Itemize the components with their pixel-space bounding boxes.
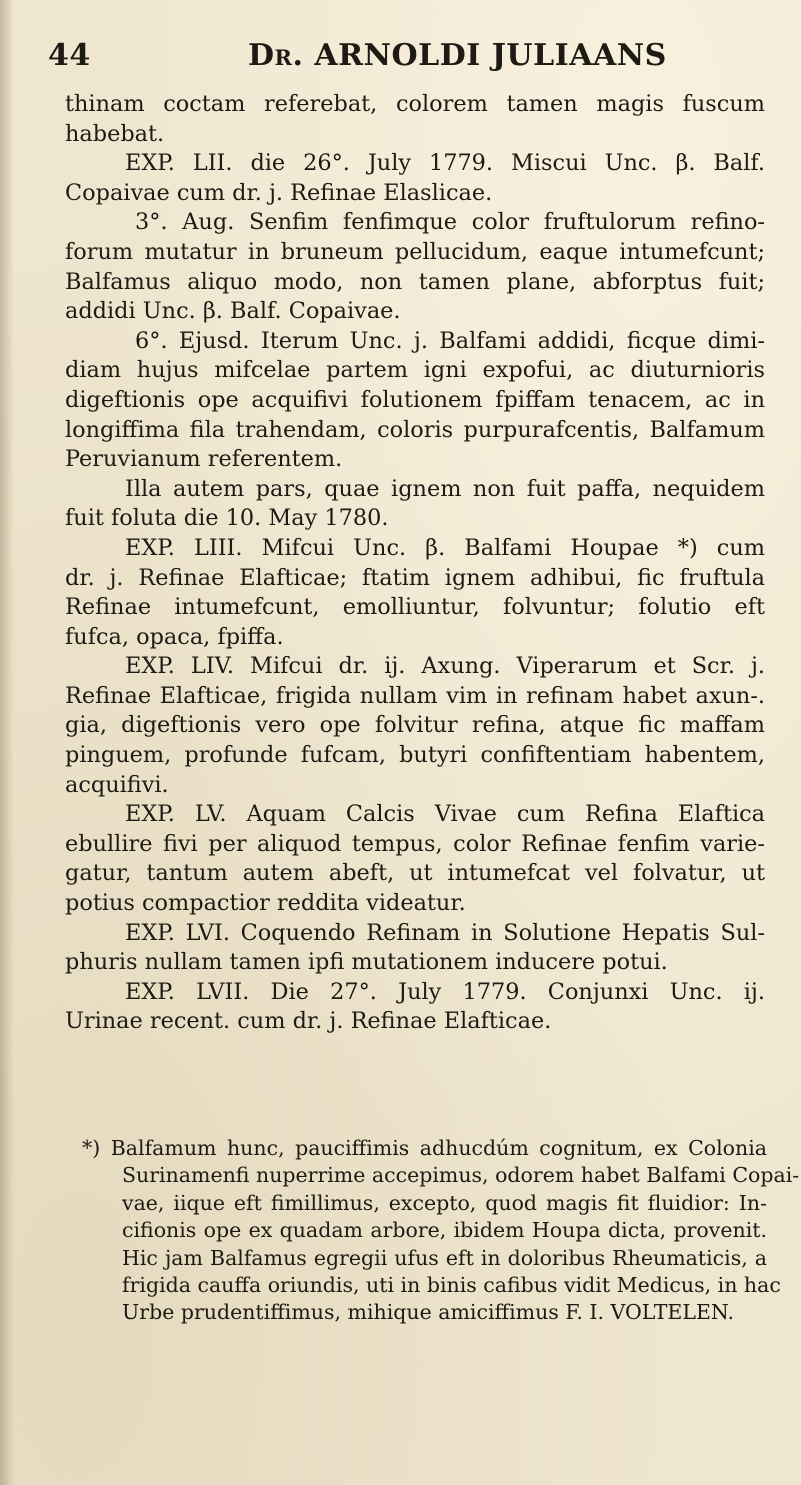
text-line: thinam coctam referebat, colorem tamen magis fuscum [65,91,765,117]
text-line: acquifivi. [65,771,169,798]
footnote-line: vae, iique eft fimillimus, excepto, quod magis fit fluidior: In- [122,1190,767,1215]
text-line: gia, digeftionis vero ope folvitur refina, atque fic maffam [65,712,765,739]
text-line: EXP. LIII. Mifcui Unc. β. Balfami Houpae *) cum [125,534,765,561]
text-line: habebat. [65,120,165,147]
text-line: fuit foluta die 10. May 1780. [65,505,389,532]
text-line: EXP. LII. die 26°. July 1779. Miscui Unc. β. Balf. [125,150,765,177]
text-line: Urinae recent. cum dr. j. Refinae Elafticae. [65,1008,552,1035]
text-line: Balfamus aliquo modo, non tamen plane, abforptus fuit; [65,268,765,295]
text-line: ebullire fivi per aliquod tempus, color Refinae fenfim varie- [65,830,765,857]
text-line: EXP. LVII. Die 27°. July 1779. Conjunxi Unc. ij. [125,978,765,1005]
text-line: gatur, tantum autem abeft, ut intumefcat vel folvatur, ut [65,860,765,887]
text-line: forum mutatur in bruneum pellucidum, eaque intumefcunt; [65,238,765,265]
text-line: 3°. Aug. Senfim fenfimque color fruftulorum refino- [135,209,765,236]
text-line: Refinae Elafticae, frigida nullam vim in refinam habet axun-. [65,682,765,709]
page-header [48,38,768,82]
footnote-line: cifionis ope ex quadam arbore, ibidem Houpa dicta, provenit. [122,1218,767,1243]
main-text [65,90,765,1037]
page-number: 44 [48,38,91,73]
text-line: Copaivae cum dr. j. Refinae Elaslicae. [65,179,493,206]
footnote-line: Surinamenfi nuperrime accepimus, odorem habet Balfami Copai- [122,1163,800,1188]
text-line: EXP. LIV. Mifcui dr. ij. Axung. Viperarum et Scr. j. [125,653,765,680]
page-fold-shadow [0,0,14,1485]
text-line: digeftionis ope acquifivi folutionem fpiffam tenacem, ac in [65,386,765,413]
text-line: EXP. LVI. Coquendo Refinam in Solutione Hepatis Sul- [125,919,765,946]
text-line: Illa autem pars, quae ignem non fuit paffa, nequidem [125,475,765,502]
text-line: pinguem, profunde fufcam, butyri confiftentiam habentem, [65,742,765,769]
text-line: longiffima fila trahendam, coloris purpurafcentis, Balfamum [65,416,765,443]
running-title: Dr. ARNOLDI JULIAANS [248,38,667,73]
text-line: potius compactior reddita videatur. [65,890,466,917]
footnote-line: Hic jam Balfamus egregii ufus eft in doloribus Rheumaticis, a [122,1245,767,1270]
text-line: fufca, opaca, fpiffa. [65,623,284,650]
text-line: dr. j. Refinae Elafticae; ftatim ignem adhibui, fic fruftula [65,564,765,591]
text-line: Refinae intumefcunt, emolliuntur, folvuntur; folutio eft [65,594,765,621]
footnote-line: frigida cauffa oriundis, uti in binis cafibus vidit Medicus, in hac [122,1272,781,1297]
text-line: addidi Unc. β. Balf. Copaivae. [65,298,401,325]
footnote-line: *) Balfamum hunc, pauciffimis adhucdúm cognitum, ex Colonia [82,1136,767,1160]
text-line: 6°. Ejusd. Iterum Unc. j. Balfami addidi, ficque dimi- [135,327,765,354]
footnote [82,1135,800,1327]
text-line: phuris nullam tamen ipfi mutationem inducere potui. [65,949,668,976]
text-line: diam hujus mifcelae partem igni expofui, ac diuturnioris [65,357,765,384]
footnote-line: Urbe prudentiffimus, mihique amiciffimus F. I. VOLTELEN. [122,1300,735,1325]
text-line: EXP. LV. Aquam Calcis Vivae cum Refina Elaftica [125,801,765,828]
text-line: Peruvianum referentem. [65,446,343,473]
